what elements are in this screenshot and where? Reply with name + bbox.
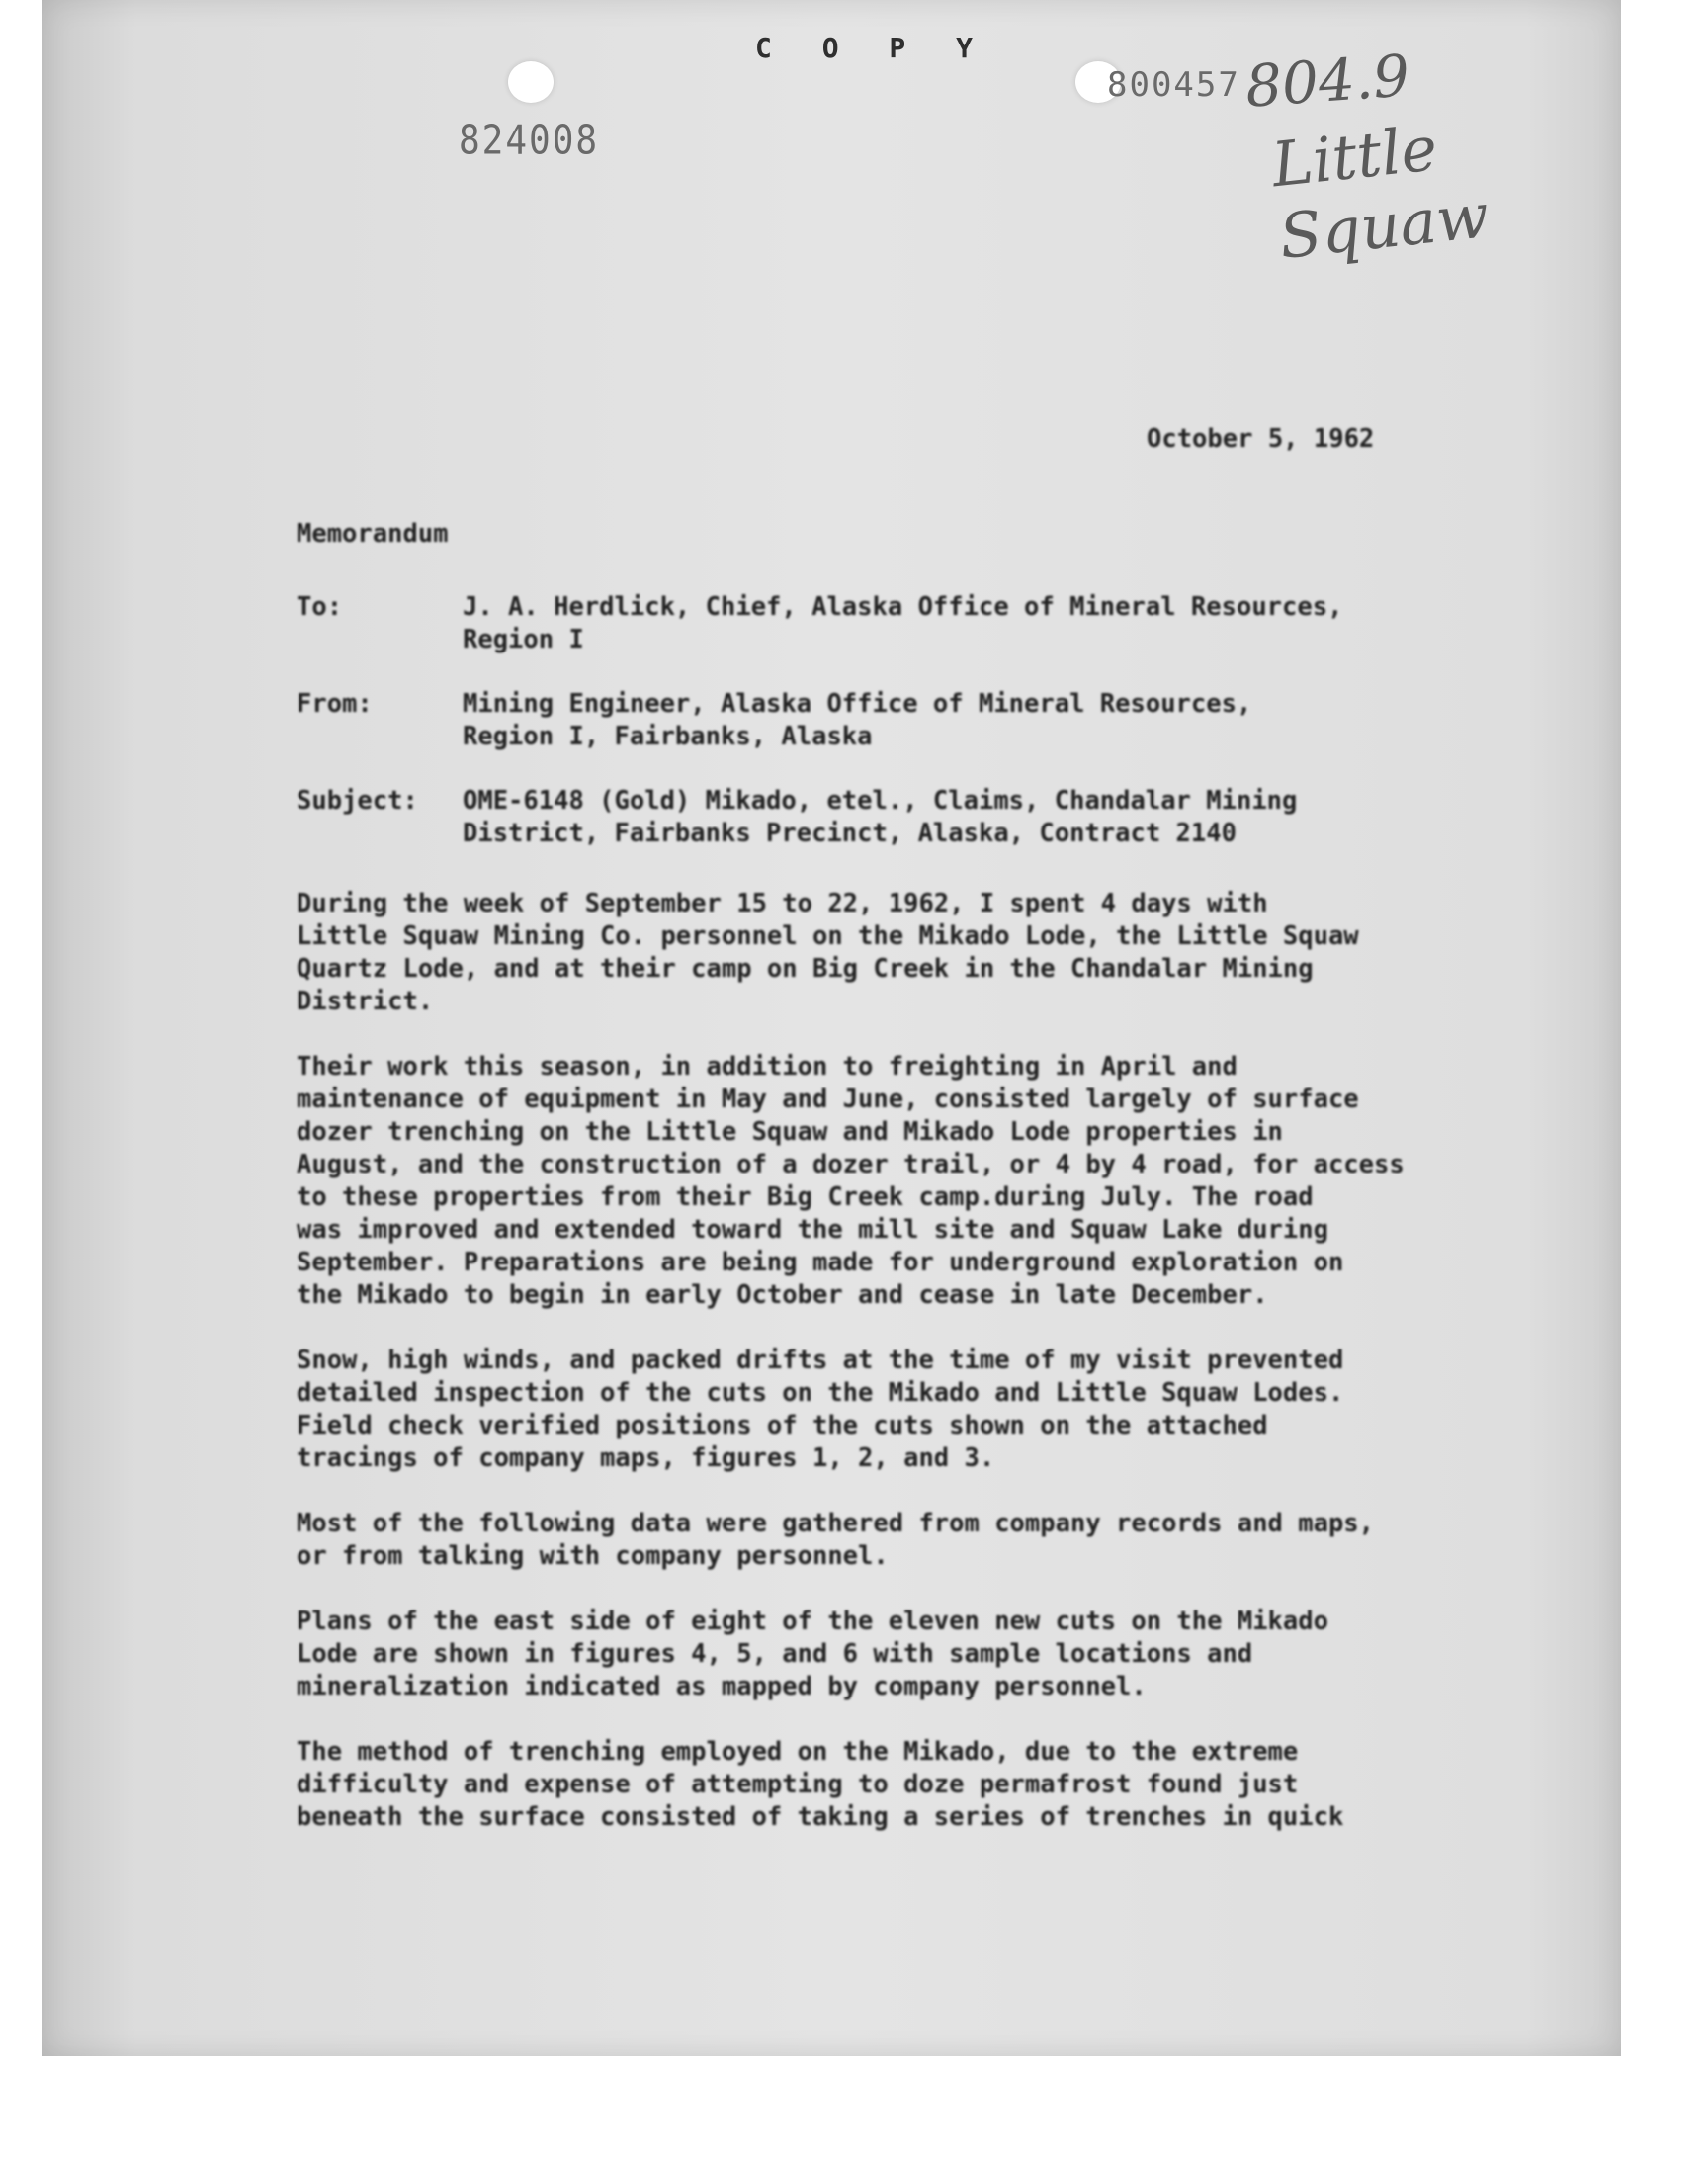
memo-to-field (297, 591, 1342, 656)
text-line: Most of the following data were gathered from company records and maps, (297, 1509, 1375, 1538)
subject-line: OME-6148 (Gold) Mikado, etel., Claims, Chandalar Mining (463, 786, 1298, 816)
text-line: tracings of company maps, figures 1, 2, and 3. (297, 1443, 995, 1473)
text-line: August, and the construction of a dozer trail, or 4 by 4 road, for access (297, 1150, 1405, 1179)
document-page (42, 0, 1621, 2056)
text-line: During the week of September 15 to 22, 1962, I spent 4 days with (297, 889, 1268, 918)
text-line: difficulty and expense of attempting to doze permafrost found just (297, 1770, 1299, 1799)
subject-line: District, Fairbanks Precinct, Alaska, Contract 2140 (463, 819, 1237, 848)
text-line: Plans of the east side of eight of the eleven new cuts on the Mikado (297, 1607, 1328, 1636)
text-line: Their work this season, in addition to freighting in April and (297, 1052, 1238, 1082)
text-line: beneath the surface consisted of taking a series of trenches in quick (297, 1802, 1344, 1832)
text-line: Quartz Lode, and at their camp on Big Creek in the Chandalar Mining (297, 954, 1314, 984)
memo-from-field (297, 688, 1251, 753)
text-line: District. (297, 987, 434, 1016)
document-number-stamp-left: 824008 (459, 117, 600, 165)
paragraph-1 (297, 888, 1542, 1018)
to-label: To: (297, 592, 343, 622)
memo-heading: Memorandum (297, 519, 449, 549)
text-line: mineralization indicated as mapped by company personnel. (297, 1672, 1147, 1701)
text-line: was improved and extended toward the mill site and Squaw Lake during (297, 1215, 1328, 1245)
to-line: J. A. Herdlick, Chief, Alaska Office of Mineral Resources, (463, 592, 1343, 622)
to-value (463, 591, 1342, 656)
memo-body (297, 888, 1542, 1867)
from-line: Mining Engineer, Alaska Office of Mineral Resources, (463, 689, 1252, 719)
from-label: From: (297, 689, 373, 719)
paragraph-3 (297, 1345, 1542, 1475)
handwritten-file-number: 804.9 (1242, 42, 1412, 121)
memo-date: October 5, 1962 (1147, 424, 1375, 454)
text-line: detailed inspection of the cuts on the Mikado and Little Squaw Lodes. (297, 1378, 1344, 1408)
paragraph-6 (297, 1736, 1542, 1834)
from-line: Region I, Fairbanks, Alaska (463, 722, 873, 751)
from-value (463, 688, 1251, 753)
paragraph-4 (297, 1508, 1542, 1573)
text-line: Lode are shown in figures 4, 5, and 6 with sample locations and (297, 1639, 1253, 1669)
text-line: The method of trenching employed on the Mikado, due to the extreme (297, 1737, 1299, 1767)
text-line: maintenance of equipment in May and June, consisted largely of surface (297, 1085, 1359, 1114)
copy-stamp: C O P Y (755, 32, 976, 64)
subject-label: Subject: (297, 786, 418, 816)
punch-hole-left (508, 61, 554, 103)
text-line: or from talking with company personnel. (297, 1541, 889, 1571)
paragraph-5 (297, 1606, 1542, 1703)
text-line: the Mikado to begin in early October and cease in late December. (297, 1280, 1268, 1310)
text-line: Little Squaw Mining Co. personnel on the Mikado Lode, the Little Squaw (297, 921, 1359, 951)
to-line: Region I (463, 625, 584, 654)
text-line: Field check verified positions of the cuts shown on the attached (297, 1411, 1268, 1440)
paragraph-2 (297, 1051, 1542, 1312)
handwritten-annotation: Little Squaw (1268, 112, 1493, 273)
subject-value (463, 785, 1297, 850)
text-line: to these properties from their Big Creek camp.during July. The road (297, 1182, 1314, 1212)
text-line: September. Preparations are being made for underground exploration on (297, 1248, 1344, 1277)
text-line: dozer trenching on the Little Squaw and Mikado Lode properties in (297, 1117, 1283, 1147)
document-number-stamp-right: 800457 (1107, 65, 1240, 105)
memo-subject-field (297, 785, 1297, 850)
text-line: Snow, high winds, and packed drifts at the time of my visit prevented (297, 1346, 1344, 1375)
